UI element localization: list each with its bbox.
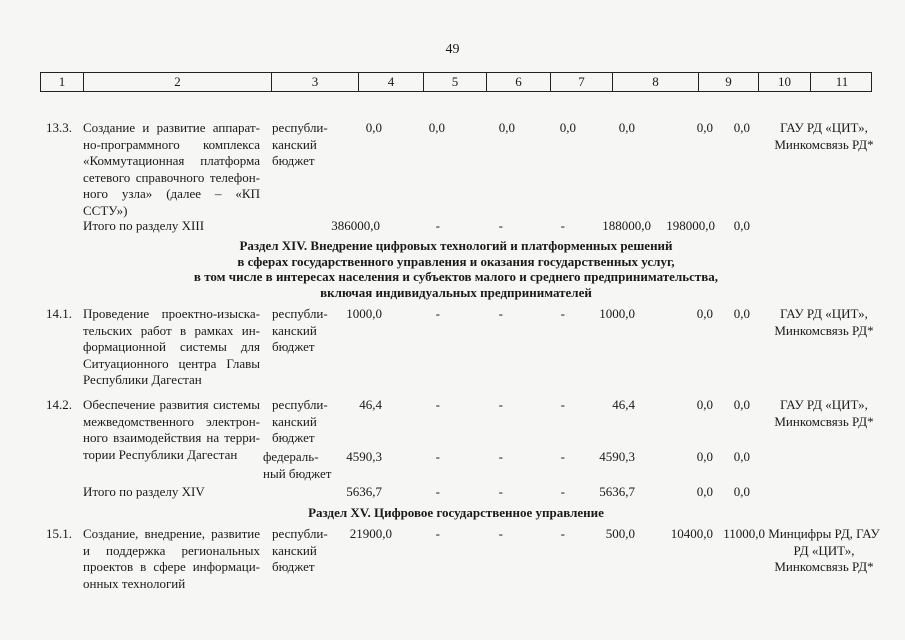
row-executor: Минцифры РД, ГАУ РД «ЦИТ», Минкомсвязь РД* [768,526,880,574]
header-cell-3: 3 [271,73,358,91]
value-col-7: - [560,449,565,464]
header-cell-10: 10 [758,73,810,91]
value-col-9: 0,0 [696,397,713,412]
row-number: 14.1. [46,306,72,321]
value-col-8: 0,0 [618,120,635,135]
row-number: 14.2. [46,397,72,412]
value-col-7: - [560,526,565,541]
section-heading: в том числе в интересах населения и субъектов малого и среднего предпринимательства, [193,269,719,284]
value-col-4: 4590,3 [346,449,382,464]
value-col-4: 46,4 [359,397,382,412]
value-col-10: 0,0 [733,397,750,412]
row-number: 13.3. [46,120,72,135]
value-col-9: 0,0 [696,449,713,464]
row-budget: республи-канский бюджет [272,526,328,574]
value-col-6: - [498,526,503,541]
value-col-7: - [560,218,565,233]
section-heading: в сферах государственного управления и оказания государственных услуг, [237,254,675,269]
total-label: Итого по разделу XIV [83,484,205,499]
value-col-10: 0,0 [733,306,750,321]
header-cell-1: 1 [58,74,66,89]
row-description: Обеспечение развития системы межведомственного электрон-ного взаимодействия на терри-тории Республики Дагестан [83,397,260,462]
value-col-8: 5636,7 [599,484,635,499]
value-col-9: 198000,0 [666,218,715,233]
value-col-6: - [498,484,503,499]
row-description: Проведение проектно-изыска-тельских работ в рамках ин-формационной системы для Ситуационного центра Главы Республики Дагестан [83,306,260,387]
row-number: 15.1. [46,526,72,541]
section-heading: Раздел XIV. Внедрение цифровых технологий и платформенных решений [239,238,673,253]
page-number: 49 [445,42,460,57]
value-col-6: - [498,397,503,412]
header-cell-8: 8 [612,73,698,91]
value-col-10: 0,0 [733,449,750,464]
total-label: Итого по разделу XIII [83,218,205,233]
value-col-7: - [560,397,565,412]
header-cell-2: 2 [83,73,271,91]
table-header-row [40,72,872,92]
value-col-8: 188000,0 [602,218,651,233]
value-col-7: 0,0 [559,120,576,135]
row-description: Создание, внедрение, развитие и поддержка региональных проектов в сфере информаци-онных технологий [83,526,260,591]
row-description: Создание и развитие аппарат-но-программного комплекса «Коммутационная платформа сетевого справочного телефон-ного узла» (далее – «КП ССТУ») [83,120,260,218]
value-col-4: 1000,0 [346,306,382,321]
value-col-9: 0,0 [696,120,713,135]
value-col-9: 0,0 [696,484,713,499]
value-col-6: 0,0 [498,120,515,135]
header-cell-5: 5 [423,73,486,91]
row-budget: республи-канский бюджет [272,397,328,445]
header-cell-9: 9 [698,73,758,91]
value-col-7: - [560,306,565,321]
value-col-6: - [498,449,503,464]
header-cell-4: 4 [358,73,423,91]
value-col-5: - [435,397,440,412]
value-col-10: 0,0 [733,218,750,233]
section-heading: Раздел XV. Цифровое государственное управление [308,505,604,520]
value-col-9: 0,0 [696,306,713,321]
section-heading: включая индивидуальных предпринимателей [320,285,592,300]
row-executor: ГАУ РД «ЦИТ», Минкомсвязь РД* [774,306,874,338]
value-col-10: 0,0 [733,484,750,499]
value-col-5: - [435,526,440,541]
value-col-4: 386000,0 [331,218,380,233]
row-budget: республи-канский бюджет [272,120,328,168]
row-executor: ГАУ РД «ЦИТ», Минкомсвязь РД* [774,397,874,429]
header-cell-6: 6 [486,73,550,91]
value-col-5: - [435,484,440,499]
value-col-4: 0,0 [365,120,382,135]
value-col-4: 21900,0 [349,526,392,541]
value-col-7: - [560,484,565,499]
header-cell-7: 7 [550,73,612,91]
row-budget: республи-канский бюджет [272,306,328,354]
value-col-8: 1000,0 [599,306,635,321]
value-col-4: 5636,7 [346,484,382,499]
value-col-8: 46,4 [612,397,635,412]
value-col-8: 4590,3 [599,449,635,464]
value-col-8: 500,0 [605,526,635,541]
header-cell-11: 11 [810,73,873,91]
row-executor: ГАУ РД «ЦИТ», Минкомсвязь РД* [774,120,874,152]
row-budget-federal: федераль-ный бюджет [263,449,332,481]
value-col-5: 0,0 [428,120,445,135]
value-col-9: 10400,0 [670,526,713,541]
value-col-6: - [498,218,503,233]
value-col-10: 11000,0 [723,526,765,541]
value-col-5: - [435,306,440,321]
value-col-6: - [498,306,503,321]
value-col-10: 0,0 [733,120,750,135]
value-col-5: - [435,449,440,464]
value-col-5: - [435,218,440,233]
